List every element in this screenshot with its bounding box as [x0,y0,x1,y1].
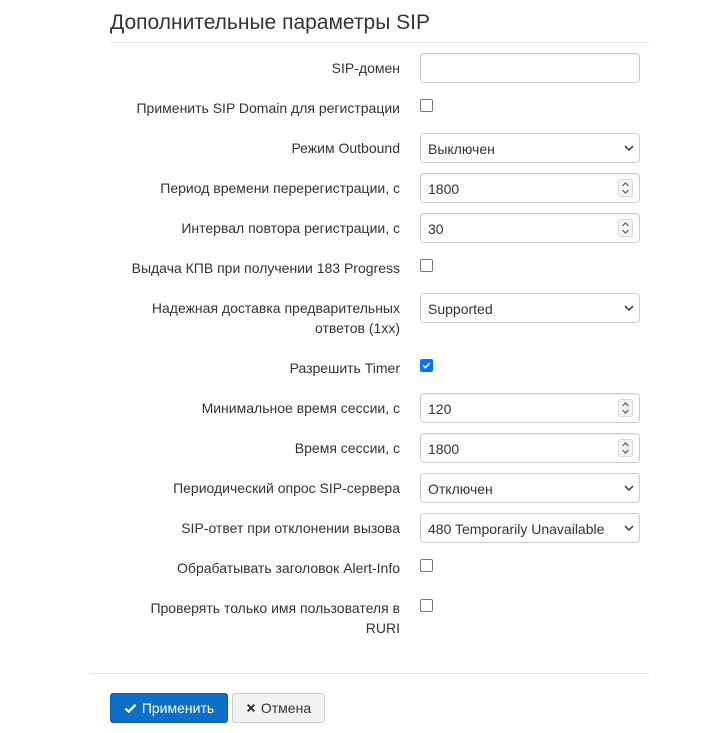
title-divider [110,42,649,43]
rereg-period-label: Период времени перерегистрации, с [160,180,400,196]
rereg-period-value: 1800 [428,181,460,197]
prack-label [100,298,400,338]
apply-domain-checkbox[interactable] [420,99,433,112]
spinner-arrows-icon[interactable] [618,219,633,237]
row-reject-response [0,513,701,543]
row-rereg-period [0,173,701,203]
reject-response-value: 480 Temporarily Unavailable [428,521,605,537]
alert-info-checkbox[interactable] [420,559,433,572]
min-session-label: Минимальное время сессии, с [201,400,400,416]
cancel-button[interactable] [232,693,325,723]
spinner-arrows-icon[interactable] [618,179,633,197]
kpv-183-label: Выдача КПВ при получении 183 Progress [131,260,400,276]
options-poll-value: Отключен [428,481,493,497]
prack-label-line1: Надежная доставка предварительных [151,300,400,316]
spinner-arrows-icon[interactable] [618,399,633,417]
chevron-down-icon [624,484,634,492]
row-min-session [0,393,701,423]
timer-checkbox[interactable] [420,359,433,372]
check-icon [124,703,137,714]
sip-domain-input[interactable] [420,53,640,83]
session-time-value: 1800 [428,441,460,457]
row-outbound-mode [0,133,701,163]
apply-domain-label: Применить SIP Domain для регистрации [136,100,400,116]
reg-retry-value: 30 [428,221,444,237]
reg-retry-label: Интервал повтора регистрации, с [181,220,400,236]
options-poll-label: Периодический опрос SIP-сервера [173,480,400,496]
reject-response-select[interactable] [420,513,640,543]
row-reg-retry [0,213,701,243]
section-title: Дополнительные параметры SIP [110,11,430,34]
chevron-down-icon [624,524,634,532]
apply-button-label: Применить [141,700,215,716]
chevron-down-icon [624,144,634,152]
apply-button[interactable] [110,693,228,723]
prack-value: Supported [428,301,493,317]
reg-retry-input[interactable] [420,213,640,243]
ruri-user-checkbox[interactable] [420,599,433,612]
outbound-mode-value: Выключен [428,141,495,157]
chevron-down-icon [624,304,634,312]
min-session-input[interactable] [420,393,640,423]
session-time-input[interactable] [420,433,640,463]
rereg-period-input[interactable] [420,173,640,203]
sip-domain-label: SIP-домен [331,60,400,76]
ruri-user-label-line1: Проверять только имя пользователя в [150,600,400,616]
outbound-mode-select[interactable] [420,133,640,163]
timer-label: Разрешить Timer [289,360,400,376]
spinner-arrows-icon[interactable] [618,439,633,457]
ruri-user-label-line2: RURI [365,620,400,636]
cancel-button-label: Отмена [260,700,312,716]
close-icon [246,703,256,713]
kpv-183-checkbox[interactable] [420,259,433,272]
min-session-value: 120 [428,401,452,417]
session-time-label: Время сессии, с [294,440,400,456]
options-poll-select[interactable] [420,473,640,503]
row-prack [0,293,701,336]
prack-select[interactable] [420,293,640,323]
ruri-user-label [100,598,400,638]
outbound-mode-label: Режим Outbound [291,140,400,156]
alert-info-label: Обрабатывать заголовок Alert-Info [177,560,400,576]
row-session-time [0,433,701,463]
reject-response-label: SIP-ответ при отклонении вызова [181,520,400,536]
checkmark-icon [421,360,432,371]
row-options-poll [0,473,701,503]
prack-label-line2: ответов (1xx) [315,320,400,336]
footer-divider [90,673,649,674]
